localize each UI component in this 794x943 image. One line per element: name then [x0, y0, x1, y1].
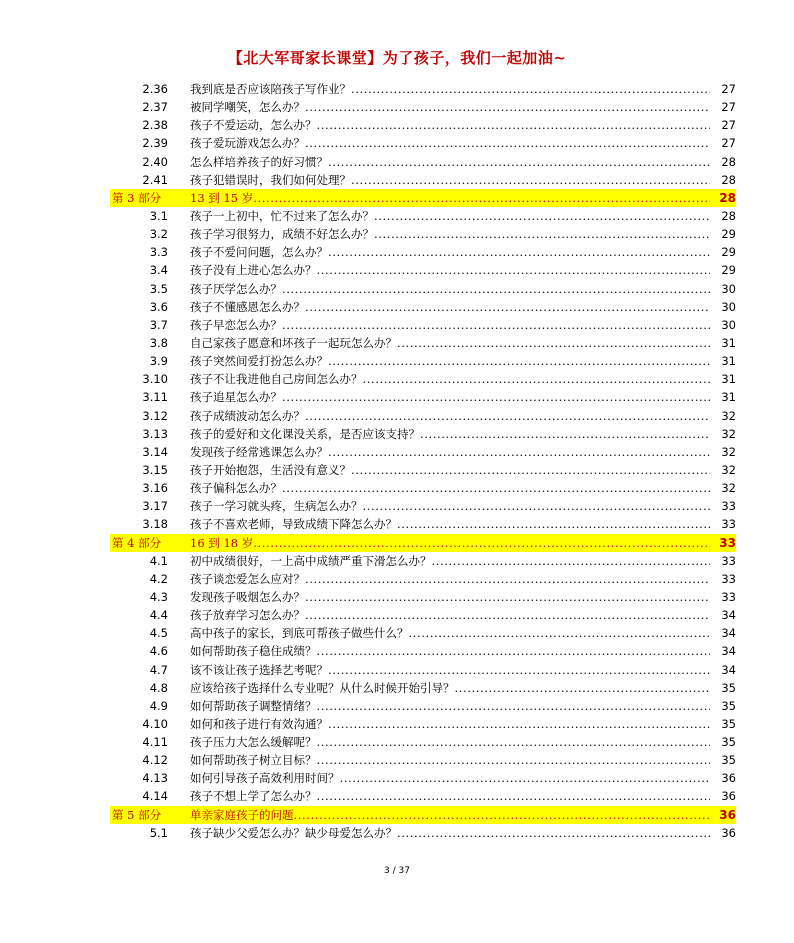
toc-title: 孩子突然间爱打扮怎么办？ ..... [190, 352, 710, 370]
toc-number: 4.8 [149, 680, 168, 695]
toc-page-number: 33 [712, 588, 736, 606]
toc-title: 单亲家庭孩子的问题 ..... [190, 806, 710, 824]
toc-page-number: 32 [712, 479, 736, 497]
toc-title: 孩子厌学怎么办？ ..... [190, 280, 710, 298]
toc-title: 如何帮助孩子稳住成绩？ ..... [190, 642, 710, 660]
toc-page-number: 34 [712, 624, 736, 642]
toc-entry[interactable] [110, 642, 736, 660]
toc-title: 发现孩子吸烟怎么办？ ..... [190, 588, 710, 606]
toc-title: 孩子一上初中，忙不过来了怎么办？ ..... [190, 207, 710, 225]
toc-number: 第 5 部分 [112, 807, 162, 822]
page-number: 3 / 37 [384, 866, 410, 876]
toc-entry[interactable] [110, 588, 736, 606]
toc-number: 2.40 [142, 154, 168, 169]
toc-entry[interactable] [110, 388, 736, 406]
toc-entry[interactable] [110, 207, 736, 225]
toc-title: 我到底是否应该陪孩子写作业？ ..... [190, 80, 710, 98]
toc-page-number: 36 [712, 824, 736, 842]
toc-page-number: 27 [712, 80, 736, 98]
toc-entry[interactable] [110, 679, 736, 697]
toc-page-number: 35 [712, 733, 736, 751]
toc-title: 孩子不爱问问题，怎么办？ ..... [190, 243, 710, 261]
toc-title: 孩子学习很努力，成绩不好怎么办？ ..... [190, 225, 710, 243]
toc-number: 2.36 [142, 82, 168, 96]
toc-entry[interactable] [110, 824, 736, 842]
toc-number: 3.1 [149, 208, 168, 223]
toc-number: 4.14 [142, 789, 168, 804]
toc-part-heading[interactable] [110, 189, 736, 207]
toc-page-number: 34 [712, 642, 736, 660]
toc-page-number: 33 [712, 552, 736, 570]
toc-title: 该不该让孩子选择艺考呢？ ..... [190, 661, 710, 679]
toc-number: 3.18 [142, 517, 168, 532]
toc-number: 4.4 [149, 608, 168, 623]
toc-number: 4.13 [142, 771, 168, 786]
toc-title: 孩子追星怎么办？ ..... [190, 388, 710, 406]
toc-title: 如何引导孩子高效利用时间？ ..... [190, 769, 710, 787]
toc-title: 孩子谈恋爱怎么应对？ ..... [190, 570, 710, 588]
toc-entry[interactable] [110, 98, 736, 116]
toc-page-number: 28 [712, 171, 736, 189]
toc-number: 3.10 [142, 372, 168, 387]
toc-number: 4.9 [149, 698, 168, 713]
toc-number: 4.12 [142, 753, 168, 768]
toc-entry[interactable] [110, 606, 736, 624]
toc-number: 3.4 [149, 263, 168, 278]
toc-title: 孩子不想上学了怎么办？ ..... [190, 787, 710, 805]
toc-page-number: 28 [712, 153, 736, 171]
toc-number: 第 3 部分 [112, 190, 162, 205]
toc-number: 3.9 [149, 354, 168, 369]
toc-page-number: 35 [712, 697, 736, 715]
toc-page-number: 33 [712, 570, 736, 588]
toc-number: 2.37 [142, 100, 168, 115]
toc-page-number: 28 [712, 189, 736, 207]
toc-entry[interactable] [110, 787, 736, 805]
toc-title: 孩子的爱好和文化课没关系，是否应该支持？ ..... [190, 425, 710, 443]
toc-title: 初中成绩很好，一上高中成绩严重下滑怎么办？ ..... [190, 552, 710, 570]
toc-number: 2.39 [142, 136, 168, 151]
toc-title: 如何和孩子进行有效沟通？ ..... [190, 715, 710, 733]
toc-page-number: 27 [712, 134, 736, 152]
toc-entry[interactable] [110, 515, 736, 533]
toc-number: 3.7 [149, 317, 168, 332]
toc-entry[interactable] [110, 153, 736, 171]
toc-number: 2.41 [142, 172, 168, 187]
toc-number: 3.5 [149, 281, 168, 296]
toc-entry[interactable] [110, 570, 736, 588]
toc-entry[interactable] [110, 80, 736, 98]
toc-page-number: 35 [712, 679, 736, 697]
toc-number: 4.7 [149, 662, 168, 677]
toc-page-number: 32 [712, 461, 736, 479]
toc-entry[interactable] [110, 479, 736, 497]
toc-entry[interactable] [110, 116, 736, 134]
toc-title: 自己家孩子愿意和坏孩子一起玩怎么办？ ..... [190, 334, 710, 352]
toc-number: 4.6 [149, 644, 168, 659]
toc-page-number: 30 [712, 316, 736, 334]
table-of-contents [110, 80, 736, 842]
toc-number: 4.3 [149, 589, 168, 604]
toc-page-number: 31 [712, 388, 736, 406]
toc-title: 应该给孩子选择什么专业呢？从什么时候开始引导？ ..... [190, 679, 710, 697]
toc-title: 孩子不喜欢老师，导致成绩下降怎么办？ ..... [190, 515, 710, 533]
toc-title: 孩子犯错误时，我们如何处理？ ..... [190, 171, 710, 189]
toc-page-number: 34 [712, 606, 736, 624]
toc-page-number: 33 [712, 515, 736, 533]
toc-entry[interactable] [110, 751, 736, 769]
toc-entry[interactable] [110, 280, 736, 298]
toc-page-number: 33 [712, 534, 736, 552]
toc-title: 怎么样培养孩子的好习惯？ ..... [190, 153, 710, 171]
toc-entry[interactable] [110, 134, 736, 152]
toc-title: 孩子不懂感恩怎么办？ ..... [190, 298, 710, 316]
toc-number: 第 4 部分 [112, 535, 162, 550]
toc-number: 4.11 [142, 735, 168, 750]
toc-number: 5.1 [149, 825, 168, 840]
toc-entry[interactable] [110, 769, 736, 787]
toc-entry[interactable] [110, 352, 736, 370]
toc-number: 4.10 [142, 716, 168, 731]
toc-entry[interactable] [110, 552, 736, 570]
toc-page-number: 30 [712, 280, 736, 298]
toc-page-number: 32 [712, 443, 736, 461]
toc-page-number: 32 [712, 407, 736, 425]
toc-page-number: 33 [712, 497, 736, 515]
toc-number: 3.2 [149, 227, 168, 242]
toc-number: 4.2 [149, 571, 168, 586]
toc-title: 孩子一学习就头疼，生病怎么办？ ..... [190, 497, 710, 515]
toc-page-number: 34 [712, 661, 736, 679]
toc-title: 被同学嘲笑，怎么办？ ..... [190, 98, 710, 116]
toc-entry[interactable] [110, 443, 736, 461]
toc-title: 孩子偏科怎么办？ ..... [190, 479, 710, 497]
toc-page-number: 36 [712, 787, 736, 805]
toc-title: 孩子开始抱怨，生活没有意义？ ..... [190, 461, 710, 479]
toc-number: 4.5 [149, 626, 168, 641]
toc-entry[interactable] [110, 370, 736, 388]
toc-entry[interactable] [110, 225, 736, 243]
toc-number: 3.6 [149, 299, 168, 314]
toc-part-heading[interactable] [110, 806, 736, 824]
toc-entry[interactable] [110, 733, 736, 751]
toc-entry[interactable] [110, 407, 736, 425]
toc-page-number: 36 [712, 806, 736, 824]
toc-title: 孩子早恋怎么办？ ..... [190, 316, 710, 334]
toc-page-number: 35 [712, 715, 736, 733]
toc-entry[interactable] [110, 334, 736, 352]
toc-entry[interactable] [110, 461, 736, 479]
toc-entry[interactable] [110, 661, 736, 679]
toc-entry[interactable] [110, 243, 736, 261]
toc-title: 16 到 18 岁 ..... [190, 534, 710, 552]
toc-page-number: 29 [712, 225, 736, 243]
toc-number: 2.38 [142, 118, 168, 133]
toc-page-number: 35 [712, 751, 736, 769]
toc-title: 孩子爱玩游戏怎么办？ ..... [190, 134, 710, 152]
toc-title: 如何帮助孩子调整情绪？ ..... [190, 697, 710, 715]
toc-page-number: 27 [712, 98, 736, 116]
toc-entry[interactable] [110, 715, 736, 733]
toc-number: 3.8 [149, 335, 168, 350]
toc-number: 3.17 [142, 499, 168, 514]
toc-number: 3.15 [142, 462, 168, 477]
toc-page-number: 27 [712, 116, 736, 134]
toc-page-number: 28 [712, 207, 736, 225]
page-title: 【北大军哥家长课堂】为了孩子，我们一起加油~ [227, 49, 567, 67]
toc-title: 如何帮助孩子树立目标？ ..... [190, 751, 710, 769]
toc-page-number: 31 [712, 352, 736, 370]
toc-number: 4.1 [149, 553, 168, 568]
toc-title: 孩子没有上进心怎么办？ ..... [190, 261, 710, 279]
toc-page-number: 30 [712, 298, 736, 316]
toc-entry[interactable] [110, 624, 736, 642]
toc-title: 孩子不让我进他自己房间怎么办？ ..... [190, 370, 710, 388]
toc-number: 3.11 [142, 390, 168, 405]
toc-number: 3.16 [142, 481, 168, 496]
toc-page-number: 32 [712, 425, 736, 443]
toc-entry[interactable] [110, 497, 736, 515]
toc-number: 3.13 [142, 426, 168, 441]
toc-number: 3.3 [149, 245, 168, 260]
toc-title: 高中孩子的家长，到底可帮孩子做些什么？ ..... [190, 624, 710, 642]
toc-title: 孩子放弃学习怎么办？ ..... [190, 606, 710, 624]
toc-title: 发现孩子经常逃课怎么办？ ..... [190, 443, 710, 461]
toc-page-number: 29 [712, 243, 736, 261]
toc-entry[interactable] [110, 425, 736, 443]
toc-page-number: 29 [712, 261, 736, 279]
toc-page-number: 31 [712, 370, 736, 388]
toc-page-number: 31 [712, 334, 736, 352]
toc-number: 3.14 [142, 444, 168, 459]
toc-entry[interactable] [110, 316, 736, 334]
toc-title: 13 到 15 岁 ..... [190, 189, 710, 207]
toc-page-number: 36 [712, 769, 736, 787]
toc-title: 孩子不爱运动，怎么办？ ..... [190, 116, 710, 134]
toc-part-heading[interactable] [110, 534, 736, 552]
toc-entry[interactable] [110, 171, 736, 189]
toc-entry[interactable] [110, 298, 736, 316]
toc-entry[interactable] [110, 697, 736, 715]
toc-title: 孩子缺少父爱怎么办？缺少母爱怎么办？ ..... [190, 824, 710, 842]
toc-number: 3.12 [142, 408, 168, 423]
toc-title: 孩子成绩波动怎么办？ ..... [190, 407, 710, 425]
toc-title: 孩子压力大怎么缓解呢？ ..... [190, 733, 710, 751]
toc-entry[interactable] [110, 261, 736, 279]
